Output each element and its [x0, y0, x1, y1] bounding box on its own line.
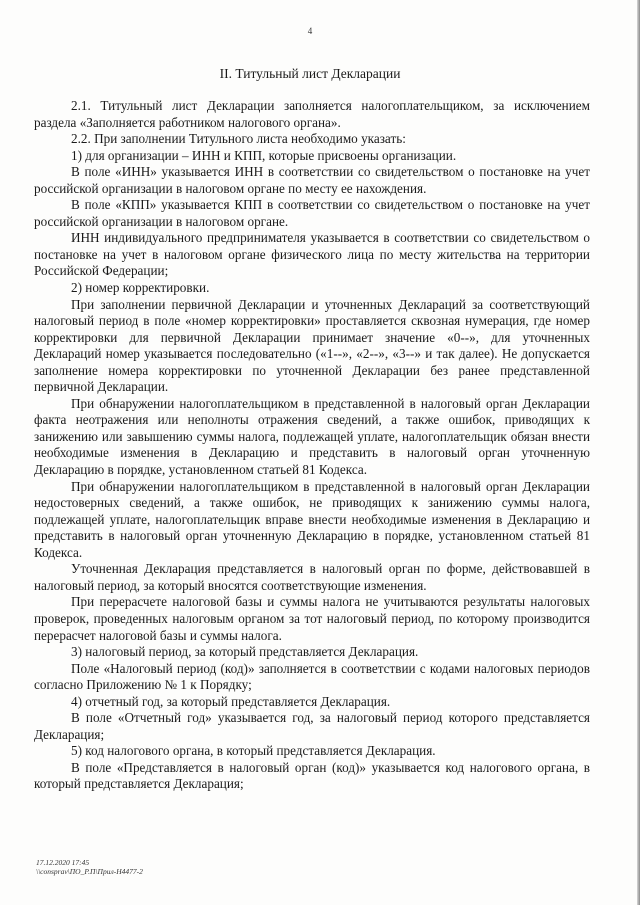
paragraph: 2) номер корректировки.: [71, 280, 210, 296]
file-footer: [36, 858, 143, 876]
paragraph: В поле «Отчетный год» указывается год, за налоговый период которого представляется Декларация;: [34, 710, 590, 742]
footer-timestamp: 17.12.2020 17:45: [36, 858, 90, 867]
paragraph: При обнаружении налогоплательщиком в представленной в налоговый орган Декларации факта неотражения или неполноты отражения сведений, а также ошибок, приводящих к занижению или завышению суммы налога, подлежащей уплате, налогоплательщик обязан внести необходимые изменения в Декларацию и представить в налоговый орган уточненную Декларацию в порядке, установленном статьей 81 Кодекса.: [34, 395, 590, 478]
paragraph: Поле «Налоговый период (код)» заполняется в соответствии с кодами налоговых периодов согласно Приложению № 1 к Порядку;: [34, 660, 590, 693]
paragraph: 4) отчетный год, за который представляется Декларация.: [71, 693, 391, 709]
footer-file-path: \\consprav\ПО_Р.П\Прил-Н4477-2: [36, 867, 143, 876]
paragraph: В поле «ИНН» указывается ИНН в соответствии со свидетельством о постановке на учет российской организации в налоговом органе по месту ее нахождения.: [34, 164, 590, 196]
paragraph: Уточненная Декларация представляется в налоговый орган по форме, действовавшей в налоговый период, за который вносятся соответствующие изменения.: [34, 561, 590, 593]
paragraph: При заполнении первичной Декларации и уточненных Деклараций за соответствующий налоговый период в поле «номер корректировки» проставляется сквозная нумерация, где номер корректировки для первичной Декларации принимает значение «0--», для уточненных Деклараций номер указывается последовательно («1--», «2--», «3--» и так далее). Не допускается заполнение номера корректировки по уточненной Декларации без ранее представленной первичной Декларации.: [34, 296, 590, 395]
paragraph: 2.1. Титульный лист Декларации заполняется налогоплательщиком, за исключением раздела «Заполняется работником налогового органа».: [34, 98, 590, 130]
paragraph: 2.2. При заполнении Титульного листа необходимо указать:: [71, 131, 406, 147]
paragraph: В поле «Представляется в налоговый орган (код)» указывается код налогового органа, в который представляется Декларация;: [34, 759, 590, 792]
paragraph: При обнаружении налогоплательщиком в представленной в налоговый орган Декларации недостоверных сведений, а также ошибок, не приводящих к занижению суммы налога, подлежащей уплате, налогоплательщик вправе внести необходимые изменения в Декларацию и представить в налоговый орган уточненную Декларацию в порядке, установленном статьей 81 Кодекса.: [34, 478, 590, 560]
document-body: [34, 98, 590, 793]
paragraph: 5) код налогового органа, в который представляется Декларация.: [71, 743, 436, 759]
page-number: 4: [307, 26, 313, 36]
section-title: II. Титульный лист Декларации: [219, 66, 401, 81]
paragraph: 3) налоговый период, за который представляется Декларация.: [71, 644, 419, 660]
paragraph: ИНН индивидуального предпринимателя указывается в соответствии со свидетельством о постановке на учет в налоговом органе физического лица по месту жительства на территории Российской Федерации;: [34, 230, 590, 279]
paragraph: 1) для организации – ИНН и КПП, которые присвоены организации.: [71, 147, 457, 163]
paragraph: При перерасчете налоговой базы и суммы налога не учитываются результаты налоговых проверок, проведенных налоговым органом за тот налоговый период, по которому производится перерасчет налоговой базы и суммы налога.: [34, 594, 590, 643]
paragraph: В поле «КПП» указывается КПП в соответствии со свидетельством о постановке на учет российской организации в налоговом органе.: [34, 197, 590, 229]
